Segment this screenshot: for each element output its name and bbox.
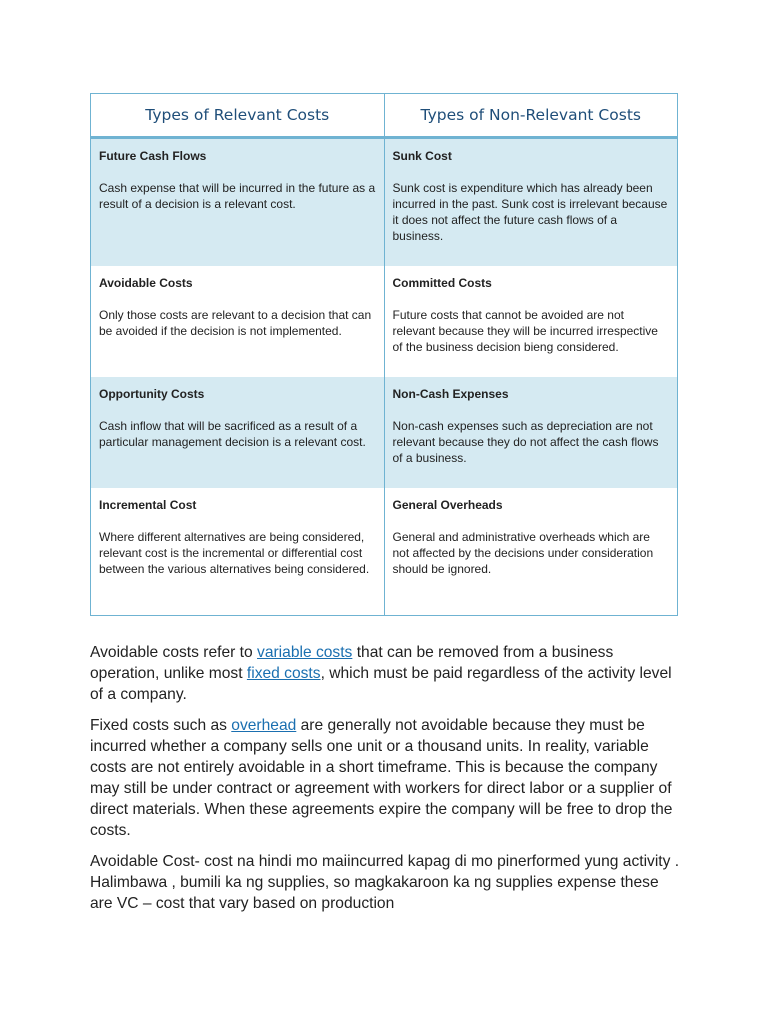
cell-description: Sunk cost is expenditure which has already been incurred in the past. Sunk cost is irrelevant because it does not affect the future cash flows of a business. bbox=[392, 181, 668, 243]
cell-description: Only those costs are relevant to a decision that can be avoided if the decision is not implemented. bbox=[99, 308, 372, 338]
overhead-link[interactable]: overhead bbox=[231, 717, 297, 734]
relevant-cost-cell bbox=[91, 377, 385, 488]
cell-description: Cash expense that will be incurred in the future as a result of a decision is a relevant cost. bbox=[99, 181, 376, 211]
cell-title: Avoidable Costs bbox=[99, 276, 193, 290]
header-non-relevant-costs: Types of Non-Relevant Costs bbox=[384, 94, 678, 138]
non-relevant-cost-cell bbox=[384, 266, 678, 377]
cell-description: Non-cash expenses such as depreciation are not relevant because they do not affect the cash flows of a business. bbox=[392, 419, 659, 465]
table-row bbox=[91, 488, 678, 616]
cell-title: Incremental Cost bbox=[99, 498, 197, 512]
text-segment: , which must be paid regardless of the activity level of a company. bbox=[90, 665, 672, 703]
text-segment: Avoidable costs refer to bbox=[90, 644, 258, 661]
cell-title: Future Cash Flows bbox=[99, 149, 207, 163]
cell-title: Committed Costs bbox=[392, 276, 492, 290]
relevant-cost-cell bbox=[91, 138, 385, 267]
paragraph-avoidable-costs bbox=[90, 642, 685, 705]
table-row bbox=[91, 377, 678, 488]
cell-title: Opportunity Costs bbox=[99, 387, 205, 401]
variable-costs-link[interactable]: variable costs bbox=[257, 644, 353, 661]
text-segment: Fixed costs such as bbox=[90, 717, 232, 734]
paragraph-fixed-costs bbox=[90, 715, 685, 841]
cell-description: Where different alternatives are being considered, relevant cost is the incremental or differential cost between the various alternatives being considered. bbox=[99, 530, 370, 576]
header-relevant-costs: Types of Relevant Costs bbox=[91, 94, 385, 138]
paragraph-avoidable-cost-note: Avoidable Cost- cost na hindi mo maiincurred kapag di mo pinerformed yung activity . Halimbawa , bumili ka ng supplies, so magkakaroon ka ng supplies expense these are VC – cost that vary based on production bbox=[90, 853, 680, 912]
fixed-costs-link[interactable]: fixed costs bbox=[246, 665, 321, 682]
relevant-cost-cell bbox=[91, 488, 385, 616]
relevant-costs-table bbox=[90, 93, 678, 616]
cell-title: General Overheads bbox=[392, 498, 503, 512]
cell-description: Cash inflow that will be sacrificed as a result of a particular management decision is a relevant cost. bbox=[99, 419, 366, 449]
cell-description: Future costs that cannot be avoided are not relevant because they will be incurred irrespective of the business decision bieng considered. bbox=[392, 308, 658, 354]
text-segment: that can be removed from a business operation, unlike most bbox=[90, 644, 614, 682]
relevant-cost-cell bbox=[91, 266, 385, 377]
cell-title: Sunk Cost bbox=[392, 149, 452, 163]
cell-title: Non-Cash Expenses bbox=[392, 387, 509, 401]
table-header-row bbox=[91, 94, 678, 138]
table-row bbox=[91, 138, 678, 267]
table-row bbox=[91, 266, 678, 377]
non-relevant-cost-cell bbox=[384, 488, 678, 616]
cell-description: General and administrative overheads which are not affected by the decisions under consideration should be ignored. bbox=[392, 530, 654, 576]
text-segment: are generally not avoidable because they must be incurred whether a company sells one unit or a thousand units. In reality, variable costs are not entirely avoidable in a short timeframe. This is because the company may still be under contract or agreement with workers for direct labor or a supplier of direct materials. When these agreements expire the company will be free to drop the costs. bbox=[90, 717, 673, 839]
article-body bbox=[90, 642, 685, 924]
non-relevant-cost-cell bbox=[384, 377, 678, 488]
non-relevant-cost-cell bbox=[384, 138, 678, 267]
